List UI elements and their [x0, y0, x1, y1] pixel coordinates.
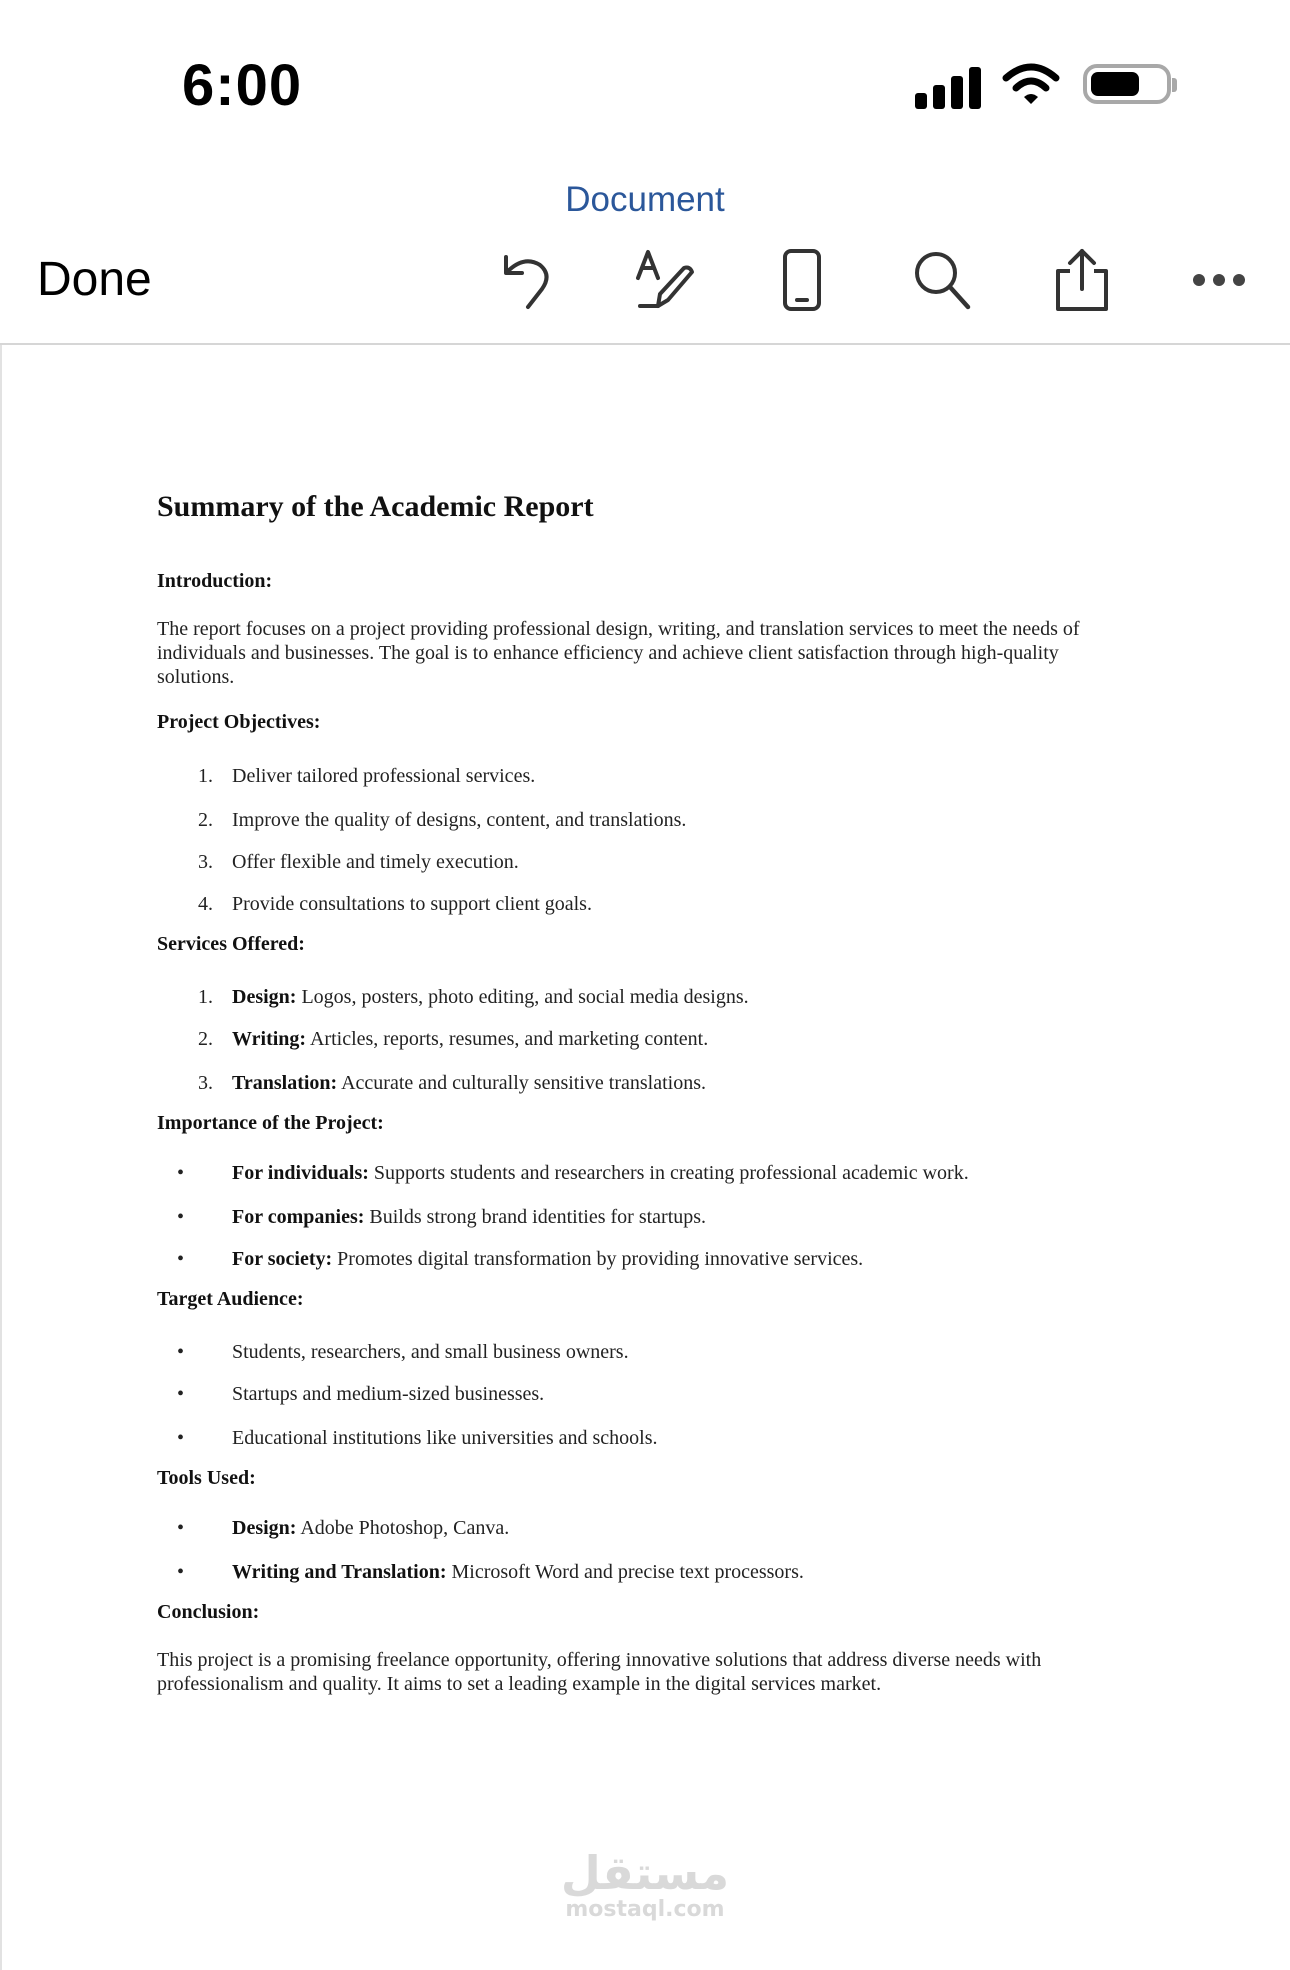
list-item: 3. Offer flexible and timely execution. [198, 851, 519, 873]
document-body [157, 490, 1137, 1696]
list-item: • Design: Adobe Photoshop, Canva. [177, 1517, 510, 1539]
section-heading-services: Services Offered: [157, 933, 305, 955]
draw-pen-icon[interactable] [633, 248, 697, 312]
status-time: 6:00 [182, 53, 303, 118]
section-heading-conclusion: Conclusion: [157, 1601, 260, 1623]
mobile-view-icon[interactable] [770, 248, 834, 312]
list-item: 2. Writing: Articles, reports, resumes, and marketing content. [198, 1028, 709, 1050]
more-icon[interactable] [1187, 248, 1251, 312]
mostaql-watermark-logo [560, 1848, 730, 1922]
section-heading-tools: Tools Used: [157, 1467, 256, 1489]
list-item: • For individuals: Supports students and researchers in creating professional academic work. [177, 1162, 969, 1184]
list-item: 1. Deliver tailored professional services. [198, 765, 536, 787]
list-item: 4. Provide consultations to support client goals. [198, 893, 592, 915]
list-item: 3. Translation: Accurate and culturally sensitive translations. [198, 1072, 706, 1094]
battery-icon [1083, 64, 1171, 104]
signal-icon [915, 65, 981, 109]
watermark-latin-text: mostaql.com [565, 1897, 725, 1922]
list-item: 1. Design: Logos, posters, photo editing, and social media designs. [198, 986, 749, 1008]
done-button[interactable]: Done [37, 253, 152, 306]
list-item: • Students, researchers, and small business owners. [177, 1341, 629, 1363]
undo-icon[interactable] [495, 248, 559, 312]
section-heading-audience: Target Audience: [157, 1288, 304, 1310]
list-item: • For companies: Builds strong brand identities for startups. [177, 1206, 707, 1228]
section-heading-importance: Importance of the Project: [157, 1112, 384, 1134]
conclusion-paragraph: This project is a promising freelance opportunity, offering innovative solutions that address diverse needs with professionalism and quality. It aims to set a leading example in the digital services market. [157, 1649, 1042, 1695]
page-edge [0, 345, 2, 1970]
document-title: Document [565, 180, 725, 219]
status-bar [0, 0, 1290, 150]
list-item: • Writing and Translation: Microsoft Word and precise text processors. [177, 1561, 804, 1583]
section-heading-objectives: Project Objectives: [157, 711, 321, 733]
list-item: • For society: Promotes digital transformation by providing innovative services. [177, 1248, 864, 1270]
share-icon[interactable] [1050, 248, 1114, 312]
list-item: • Educational institutions like universities and schools. [177, 1427, 658, 1449]
document-heading: Summary of the Academic Report [157, 490, 594, 523]
list-item: • Startups and medium-sized businesses. [177, 1383, 545, 1405]
section-heading-introduction: Introduction: [157, 570, 273, 592]
wifi-icon [1002, 62, 1060, 111]
introduction-paragraph: The report focuses on a project providing professional design, writing, and translation services to meet the needs of individuals and businesses. The goal is to enhance efficiency and achieve client satisfaction through high-quality solutions. [157, 618, 1080, 688]
watermark-arabic-text: مستقل [560, 1846, 730, 1900]
list-item: 2. Improve the quality of designs, content, and translations. [198, 809, 687, 831]
search-icon[interactable] [910, 248, 974, 312]
